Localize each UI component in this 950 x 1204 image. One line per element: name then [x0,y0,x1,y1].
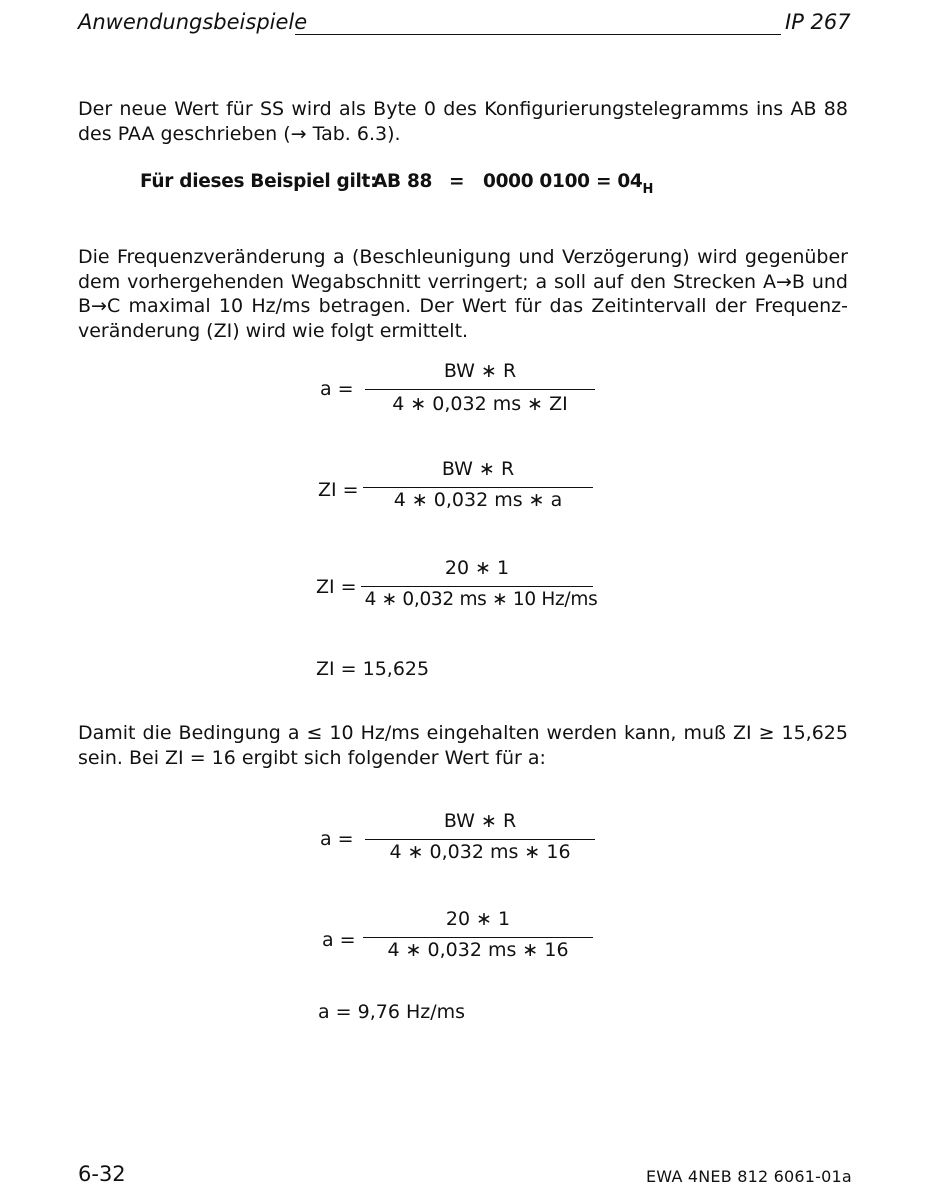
equation-lhs: a = [322,929,356,951]
equation-result: ZI = 15,625 [316,658,430,680]
example-equals: = [449,171,465,192]
fraction-bar [365,839,595,840]
paragraph-frequency [78,245,848,343]
paragraph-line: sein. Bei ZI = 16 ergibt sich folgender Wert für a: [78,746,546,769]
example-hex-subscript: H [642,182,654,197]
header-rule [295,34,781,35]
equation-result: a = 9,76 Hz/ms [318,1001,466,1023]
fraction-bar [363,937,593,938]
equation-lhs: ZI = [318,479,359,501]
fraction-bar [361,586,593,587]
paragraph-line: veränderung (ZI) wird wie folgt ermittelt. [78,319,469,342]
section-title: Anwendungsbeispiele [78,10,308,34]
paragraph-line: B→C maximal 10 Hz/ms betragen. Der Wert für das Zeitintervall der Frequenz- [78,295,848,317]
example-hex-value: = 04 [596,171,643,192]
equation-numerator: BW ∗ R [443,360,517,382]
product-name: IP 267 [785,10,851,34]
fraction-bar [363,487,593,488]
paragraph-line: dem vorhergehenden Wegabschnitt verringert; a soll auf den Strecken A→B und [78,270,848,293]
equation-denominator: 4 ∗ 0,032 ms ∗ a [393,489,563,511]
paragraph-line: Der neue Wert für SS wird als Byte 0 des Konfigurierungstelegramms ins AB 88 [78,98,848,120]
equation-numerator: 20 ∗ 1 [444,557,510,579]
paragraph-line: Damit die Bedingung a ≤ 10 Hz/ms eingehalten werden kann, muß ZI ≥ 15,625 [78,722,848,744]
paragraph-intro [78,97,848,146]
equation-numerator: 20 ∗ 1 [445,908,511,930]
equation-denominator: 4 ∗ 0,032 ms ∗ ZI [392,393,568,415]
example-hex [596,171,654,197]
paragraph-line: Die Frequenzveränderung a (Beschleunigung und Verzögerung) wird gegenüber [78,246,848,268]
fraction-bar [365,389,595,390]
equation-lhs: a = [320,378,354,400]
equation-denominator: 4 ∗ 0,032 ms ∗ 16 [387,939,569,961]
example-label: Für dieses Beispiel gilt: [140,171,378,192]
page-number: 6-32 [78,1162,126,1186]
equation-numerator: BW ∗ R [443,810,517,832]
paragraph-condition [78,721,848,770]
paragraph-line: des PAA geschrieben (→ Tab. 6.3). [78,122,401,145]
equation-denominator: 4 ∗ 0,032 ms ∗ 16 [389,841,571,863]
equation-lhs: a = [320,828,354,850]
equation-lhs: ZI = [316,576,357,598]
document-number: EWA 4NEB 812 6061-01a [646,1167,852,1186]
equation-denominator: 4 ∗ 0,032 ms ∗ 10 Hz/ms [364,589,598,610]
example-binary: 0000 0100 [483,171,590,192]
example-operand: AB 88 [373,171,433,192]
equation-numerator: BW ∗ R [441,458,515,480]
